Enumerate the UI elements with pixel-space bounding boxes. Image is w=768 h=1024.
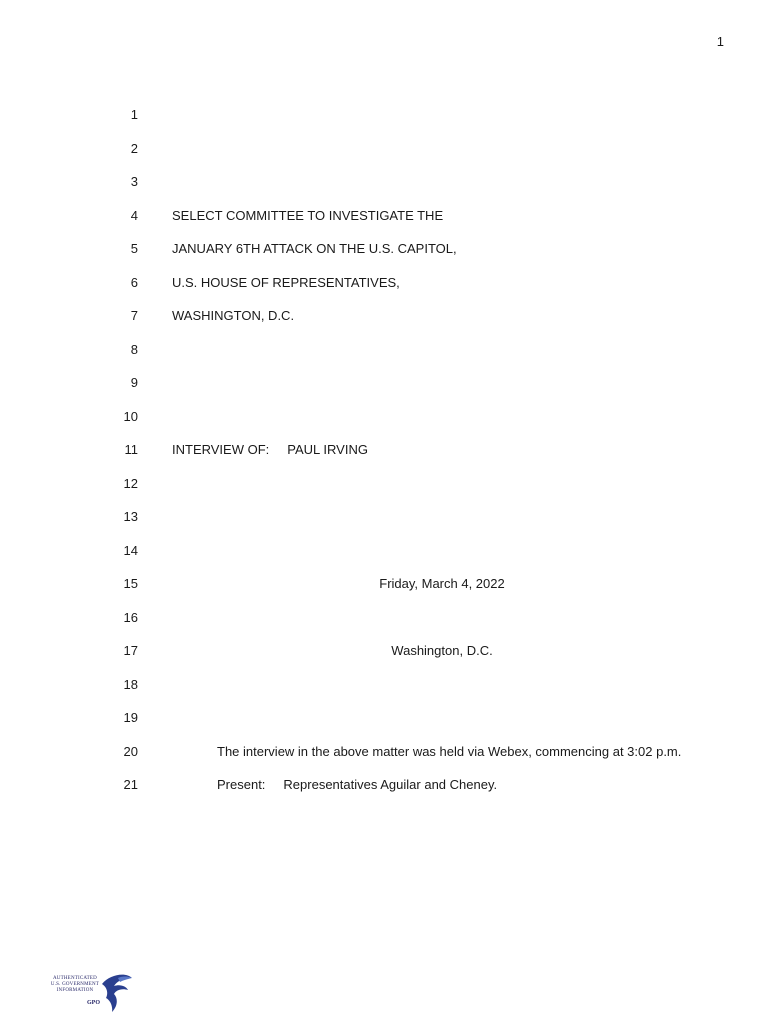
seal-text-line: U.S. GOVERNMENT — [50, 982, 100, 987]
interviewee-name: PAUL IRVING — [287, 442, 368, 457]
transcript-line — [0, 206, 768, 226]
committee-title-line: WASHINGTON, D.C. — [172, 308, 295, 323]
transcript-line — [0, 105, 768, 125]
line-number: 13 — [123, 509, 138, 524]
seal-gpo-mark: GPO — [87, 1000, 100, 1006]
line-number: 5 — [130, 241, 138, 256]
transcript-line — [0, 608, 768, 628]
transcript-line — [0, 407, 768, 427]
line-number: 11 — [124, 442, 138, 457]
transcript-line — [0, 641, 768, 661]
eagle-icon — [96, 972, 136, 1016]
line-number: 19 — [123, 710, 138, 725]
line-number: 15 — [123, 576, 138, 591]
line-number: 10 — [123, 409, 138, 424]
transcript-line — [0, 574, 768, 594]
line-number: 8 — [130, 342, 138, 357]
transcript-line — [0, 541, 768, 561]
line-number: 18 — [123, 677, 138, 692]
transcript-line — [0, 340, 768, 360]
committee-title-line: U.S. HOUSE OF REPRESENTATIVES, — [172, 275, 400, 290]
transcript-line — [0, 708, 768, 728]
transcript-line — [0, 239, 768, 259]
seal-text-line: AUTHENTICATED — [53, 976, 97, 981]
interview-of-label: INTERVIEW OF: — [172, 442, 270, 457]
present-members: Representatives Aguilar and Cheney. — [283, 777, 498, 792]
line-number: 17 — [123, 643, 138, 658]
interview-date: Friday, March 4, 2022 — [379, 576, 505, 591]
line-number: 1 — [130, 107, 138, 122]
line-number: 14 — [123, 543, 138, 558]
line-number: 7 — [130, 308, 138, 323]
transcript-line — [0, 507, 768, 527]
line-number: 3 — [130, 174, 138, 189]
transcript-line — [0, 273, 768, 293]
transcript-line — [0, 775, 768, 795]
present-line — [217, 775, 497, 795]
interview-statement: The interview in the above matter was held via Webex, commencing at 3:02 p.m. — [217, 744, 682, 759]
line-number: 12 — [123, 476, 138, 491]
transcript-line — [0, 306, 768, 326]
transcript-line — [0, 172, 768, 192]
line-number: 16 — [123, 610, 138, 625]
committee-title-line: SELECT COMMITTEE TO INVESTIGATE THE — [172, 208, 444, 223]
line-number: 9 — [130, 375, 138, 390]
transcript-line — [0, 742, 768, 762]
line-number: 2 — [130, 141, 138, 156]
interview-of-line — [172, 440, 368, 460]
gpo-authentication-seal — [44, 972, 134, 1016]
line-number: 20 — [123, 744, 138, 759]
present-label: Present: — [217, 777, 266, 792]
transcript-line — [0, 440, 768, 460]
line-number: 21 — [123, 777, 138, 792]
seal-text-line: INFORMATION — [56, 988, 94, 993]
interview-location: Washington, D.C. — [391, 643, 493, 658]
transcript-line — [0, 675, 768, 695]
page-number: 1 — [716, 34, 724, 49]
transcript-line — [0, 373, 768, 393]
committee-title-line: JANUARY 6TH ATTACK ON THE U.S. CAPITOL, — [172, 241, 457, 256]
line-number: 6 — [130, 275, 138, 290]
transcript-line — [0, 139, 768, 159]
transcript-line — [0, 474, 768, 494]
line-number: 4 — [130, 208, 138, 223]
